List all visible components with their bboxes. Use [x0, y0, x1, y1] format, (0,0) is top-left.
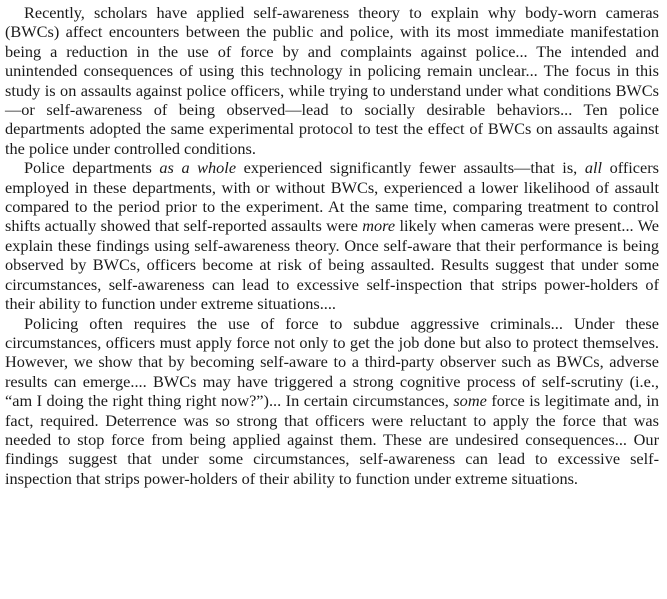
paragraph-2-text: experienced significantly fewer assaults—that is,: [236, 158, 585, 178]
emphasis-more: more: [362, 216, 396, 236]
emphasis-as-a-whole: as a whole: [159, 158, 237, 178]
paragraph-2-text: Police departments: [24, 158, 160, 178]
emphasis-all: all: [584, 158, 603, 178]
paragraph-3: [5, 314, 659, 489]
paragraph-1-text: Recently, scholars have applied self-awareness theory to explain why body-worn cameras (BWCs) affect encounters between the public and police, with its most immediate manifestation being a reduction in the use of force by and complaints against police... The intended and unintended consequences of using this technology in policing remain unclear... The focus in this study is on assaults against police officers, while trying to understand under what conditions BWCs—or self-awareness of being observed—lead to socially desirable behaviors... Ten police departments adopted the same experimental protocol to test the effect of BWCs on assaults against the police under controlled conditions.: [5, 3, 659, 158]
paragraph-2-text: likely when cameras were present... We explain these findings using self-awareness theory. Once self-aware that their performance is being observed by BWCs, officers become at risk of being assaulted. Results suggest that under some circumstances, self-awareness can lead to excessive self-inspection that strips power-holders of their ability to function under extreme situations....: [5, 216, 659, 314]
emphasis-some: some: [453, 391, 487, 411]
paragraph-1: [5, 3, 659, 158]
paragraph-3-text: Policing often requires the use of force to subdue aggressive criminals... Under these circumstances, officers must apply force not only to get the job done but also to protect themselves. However, we show that by becoming self-aware to a third-party observer such as BWCs, adverse results can emerge.... BWCs may have triggered a strong cognitive process of self-scrutiny (i.e., “am I doing the right thing right now?”)... In certain circumstances,: [5, 313, 659, 411]
paragraph-2-text: officers employed in these departments, with or without BWCs, experienced a lower likelihood of assault compared to the period prior to the experiment. At the same time, comparing treatment to control shifts actually showed that self-reported assaults were: [5, 158, 660, 236]
paragraph-2: [5, 158, 659, 313]
paragraph-3-text: force is legitimate and, in fact, required. Deterrence was so strong that officers were reluctant to apply the force that was needed to stop force from being applied against them. These are undesired consequences... Our findings suggest that under some circumstances, self-awareness can lead to excessive self-inspection that strips power-holders of their ability to function under extreme situations.: [5, 391, 659, 488]
